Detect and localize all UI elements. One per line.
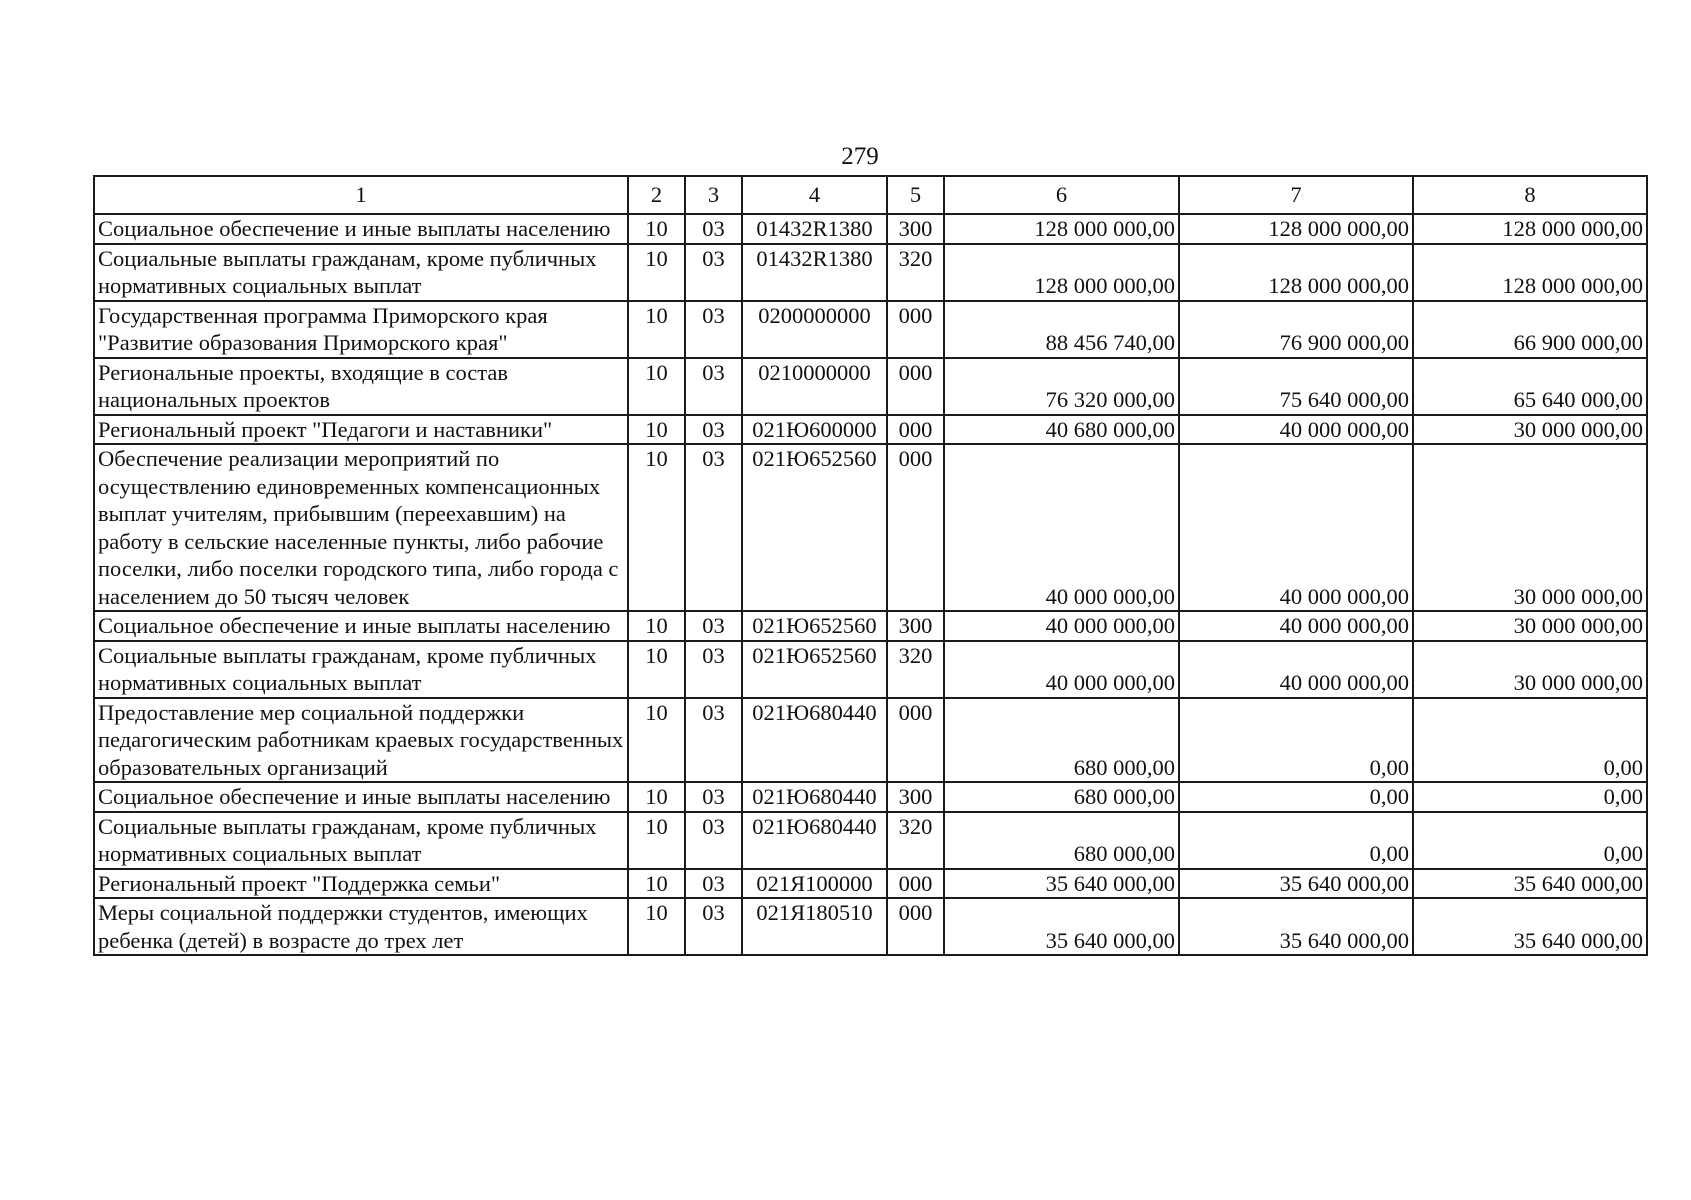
expense-type-code: 000 — [887, 415, 944, 445]
column-header: 4 — [742, 176, 887, 214]
section-code: 10 — [628, 358, 685, 415]
target-article-code: 021Я100000 — [742, 869, 887, 899]
amount-col-7: 40 000 000,00 — [1179, 444, 1413, 611]
section-code: 10 — [628, 301, 685, 358]
amount-col-8: 30 000 000,00 — [1413, 444, 1647, 611]
amount-col-7: 35 640 000,00 — [1179, 898, 1413, 955]
amount-col-7: 0,00 — [1179, 782, 1413, 812]
section-code: 10 — [628, 898, 685, 955]
item-name: Обеспечение реализации мероприятий по осуществлению единовременных компенсационных выплат учителям, прибывшим (переехавшим) на работу в сельские населенные пункты, либо рабочие поселки, либо поселки городского типа, либо города с населением до 50 тысяч человек — [94, 444, 628, 611]
target-article-code: 021Ю652560 — [742, 611, 887, 641]
amount-col-8: 65 640 000,00 — [1413, 358, 1647, 415]
table-row — [94, 358, 1647, 415]
subsection-code: 03 — [685, 214, 742, 244]
section-code: 10 — [628, 698, 685, 783]
table-row — [94, 301, 1647, 358]
column-header: 8 — [1413, 176, 1647, 214]
expense-type-code: 000 — [887, 301, 944, 358]
expense-type-code: 000 — [887, 358, 944, 415]
amount-col-8: 0,00 — [1413, 698, 1647, 783]
table-row — [94, 244, 1647, 301]
subsection-code: 03 — [685, 869, 742, 899]
item-name: Государственная программа Приморского края "Развитие образования Приморского края" — [94, 301, 628, 358]
amount-col-8: 0,00 — [1413, 812, 1647, 869]
target-article-code: 021Ю680440 — [742, 812, 887, 869]
amount-col-6: 40 000 000,00 — [944, 444, 1179, 611]
amount-col-6: 40 000 000,00 — [944, 641, 1179, 698]
subsection-code: 03 — [685, 641, 742, 698]
amount-col-6: 680 000,00 — [944, 812, 1179, 869]
target-article-code: 021Я180510 — [742, 898, 887, 955]
section-code: 10 — [628, 641, 685, 698]
subsection-code: 03 — [685, 415, 742, 445]
table-row — [94, 415, 1647, 445]
expense-type-code: 000 — [887, 698, 944, 783]
amount-col-8: 128 000 000,00 — [1413, 214, 1647, 244]
amount-col-6: 35 640 000,00 — [944, 898, 1179, 955]
header-row — [94, 176, 1647, 214]
amount-col-6: 35 640 000,00 — [944, 869, 1179, 899]
target-article-code: 021Ю680440 — [742, 698, 887, 783]
section-code: 10 — [628, 869, 685, 899]
subsection-code: 03 — [685, 301, 742, 358]
item-name: Предоставление мер социальной поддержки педагогическим работникам краевых государственных образовательных организаций — [94, 698, 628, 783]
amount-col-8: 30 000 000,00 — [1413, 415, 1647, 445]
column-header: 1 — [94, 176, 628, 214]
section-code: 10 — [628, 611, 685, 641]
column-header: 7 — [1179, 176, 1413, 214]
target-article-code: 0210000000 — [742, 358, 887, 415]
amount-col-6: 76 320 000,00 — [944, 358, 1179, 415]
subsection-code: 03 — [685, 898, 742, 955]
amount-col-8: 66 900 000,00 — [1413, 301, 1647, 358]
item-name: Социальные выплаты гражданам, кроме публичных нормативных социальных выплат — [94, 812, 628, 869]
amount-col-8: 128 000 000,00 — [1413, 244, 1647, 301]
subsection-code: 03 — [685, 782, 742, 812]
subsection-code: 03 — [685, 444, 742, 611]
target-article-code: 021Ю600000 — [742, 415, 887, 445]
item-name: Социальное обеспечение и иные выплаты населению — [94, 782, 628, 812]
page-number: 279 — [841, 143, 879, 170]
subsection-code: 03 — [685, 698, 742, 783]
amount-col-8: 30 000 000,00 — [1413, 611, 1647, 641]
amount-col-6: 88 456 740,00 — [944, 301, 1179, 358]
amount-col-6: 680 000,00 — [944, 782, 1179, 812]
section-code: 10 — [628, 214, 685, 244]
section-code: 10 — [628, 812, 685, 869]
expense-type-code: 000 — [887, 898, 944, 955]
amount-col-8: 30 000 000,00 — [1413, 641, 1647, 698]
table-row — [94, 214, 1647, 244]
section-code: 10 — [628, 244, 685, 301]
subsection-code: 03 — [685, 358, 742, 415]
section-code: 10 — [628, 415, 685, 445]
subsection-code: 03 — [685, 244, 742, 301]
item-name: Социальное обеспечение и иные выплаты населению — [94, 214, 628, 244]
table-row — [94, 611, 1647, 641]
column-header: 5 — [887, 176, 944, 214]
table-row — [94, 869, 1647, 899]
amount-col-7: 128 000 000,00 — [1179, 244, 1413, 301]
item-name: Социальные выплаты гражданам, кроме публичных нормативных социальных выплат — [94, 641, 628, 698]
table-row — [94, 444, 1647, 611]
column-header: 2 — [628, 176, 685, 214]
expense-type-code: 320 — [887, 812, 944, 869]
table-row — [94, 898, 1647, 955]
amount-col-7: 35 640 000,00 — [1179, 869, 1413, 899]
budget-table — [93, 175, 1648, 956]
expense-type-code: 320 — [887, 641, 944, 698]
item-name: Меры социальной поддержки студентов, имеющих ребенка (детей) в возрасте до трех лет — [94, 898, 628, 955]
column-header: 6 — [944, 176, 1179, 214]
target-article-code: 01432R1380 — [742, 214, 887, 244]
target-article-code: 01432R1380 — [742, 244, 887, 301]
amount-col-7: 0,00 — [1179, 812, 1413, 869]
expense-type-code: 300 — [887, 214, 944, 244]
amount-col-7: 40 000 000,00 — [1179, 641, 1413, 698]
subsection-code: 03 — [685, 812, 742, 869]
table-row — [94, 641, 1647, 698]
section-code: 10 — [628, 444, 685, 611]
amount-col-7: 75 640 000,00 — [1179, 358, 1413, 415]
expense-type-code: 300 — [887, 782, 944, 812]
table-row — [94, 698, 1647, 783]
column-header: 3 — [685, 176, 742, 214]
item-name: Региональный проект "Педагоги и наставники" — [94, 415, 628, 445]
expense-type-code: 300 — [887, 611, 944, 641]
table-row — [94, 782, 1647, 812]
section-code: 10 — [628, 782, 685, 812]
item-name: Социальные выплаты гражданам, кроме публичных нормативных социальных выплат — [94, 244, 628, 301]
amount-col-6: 40 000 000,00 — [944, 611, 1179, 641]
amount-col-6: 128 000 000,00 — [944, 214, 1179, 244]
expense-type-code: 000 — [887, 444, 944, 611]
amount-col-8: 0,00 — [1413, 782, 1647, 812]
target-article-code: 0200000000 — [742, 301, 887, 358]
amount-col-7: 128 000 000,00 — [1179, 214, 1413, 244]
amount-col-7: 0,00 — [1179, 698, 1413, 783]
amount-col-7: 40 000 000,00 — [1179, 611, 1413, 641]
item-name: Региональный проект "Поддержка семьи" — [94, 869, 628, 899]
expense-type-code: 320 — [887, 244, 944, 301]
subsection-code: 03 — [685, 611, 742, 641]
amount-col-7: 76 900 000,00 — [1179, 301, 1413, 358]
amount-col-8: 35 640 000,00 — [1413, 898, 1647, 955]
target-article-code: 021Ю652560 — [742, 444, 887, 611]
target-article-code: 021Ю680440 — [742, 782, 887, 812]
amount-col-7: 40 000 000,00 — [1179, 415, 1413, 445]
amount-col-6: 128 000 000,00 — [944, 244, 1179, 301]
table-row — [94, 812, 1647, 869]
amount-col-6: 680 000,00 — [944, 698, 1179, 783]
amount-col-6: 40 680 000,00 — [944, 415, 1179, 445]
expense-type-code: 000 — [887, 869, 944, 899]
amount-col-8: 35 640 000,00 — [1413, 869, 1647, 899]
item-name: Региональные проекты, входящие в состав национальных проектов — [94, 358, 628, 415]
item-name: Социальное обеспечение и иные выплаты населению — [94, 611, 628, 641]
target-article-code: 021Ю652560 — [742, 641, 887, 698]
